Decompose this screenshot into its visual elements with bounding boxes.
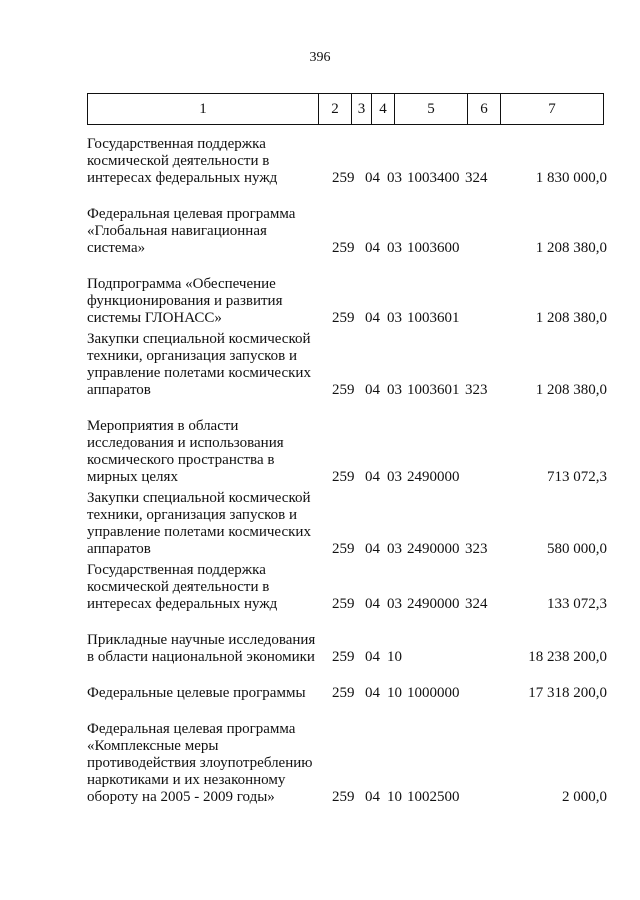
header-col-5: 5 — [395, 94, 468, 125]
row-amount: 1 208 380,0 — [535, 310, 607, 326]
row-code-subsection: 03 — [387, 310, 402, 326]
row-code-target: 1003601 — [407, 310, 460, 326]
row-code-expense: 323 — [465, 541, 488, 557]
row-code-section: 04 — [365, 541, 380, 557]
row-code-target: 1000000 — [407, 685, 460, 701]
row-code-section: 04 — [365, 170, 380, 186]
row-code-expense — [465, 257, 499, 327]
table-header — [87, 93, 604, 125]
table-row — [87, 702, 607, 806]
header-col-6: 6 — [468, 94, 501, 125]
row-code-ministry: 259 — [332, 382, 355, 398]
header-col-7: 7 — [501, 94, 604, 125]
row-code-ministry: 259 — [332, 240, 355, 256]
row-code-section: 04 — [365, 310, 380, 326]
row-amount: 18 238 200,0 — [528, 649, 607, 665]
row-code-ministry: 259 — [332, 310, 355, 326]
header-col-2: 2 — [319, 94, 352, 125]
row-name: Федеральная целевая программа «Комплексные меры противодействия злоупотреблению наркотиками и их незаконному обороту на 2005 - 2009 годы» — [87, 721, 313, 805]
header-col-3: 3 — [352, 94, 372, 125]
row-amount: 133 072,3 — [547, 596, 607, 612]
row-name: Закупки специальной космической техники, организация запусков и управление полетами космических аппаратов — [87, 331, 311, 398]
table-row — [87, 399, 607, 486]
row-code-section: 04 — [365, 596, 380, 612]
row-code-ministry: 259 — [332, 596, 355, 612]
row-code-ministry: 259 — [332, 469, 355, 485]
row-code-section: 04 — [365, 649, 380, 665]
row-code-target — [407, 613, 465, 666]
row-code-ministry: 259 — [332, 685, 355, 701]
table-row — [87, 558, 607, 613]
row-code-ministry: 259 — [332, 541, 355, 557]
row-name: Подпрограмма «Обеспечение функционирования и развития системы ГЛОНАСС» — [87, 276, 283, 326]
row-code-section: 04 — [365, 685, 380, 701]
row-code-expense — [465, 187, 499, 257]
row-code-target: 2490000 — [407, 541, 460, 557]
row-code-expense: 324 — [465, 596, 488, 612]
row-code-expense — [465, 666, 499, 702]
row-code-expense — [465, 702, 499, 806]
row-code-expense: 323 — [465, 382, 488, 398]
row-amount: 17 318 200,0 — [528, 685, 607, 701]
row-code-target: 1003601 — [407, 382, 460, 398]
row-code-subsection: 03 — [387, 541, 402, 557]
row-code-expense — [465, 613, 499, 666]
row-name: Государственная поддержка космической деятельности в интересах федеральных нужд — [87, 136, 278, 186]
row-code-section: 04 — [365, 240, 380, 256]
row-code-ministry: 259 — [332, 170, 355, 186]
row-name: Мероприятия в области исследования и использования космического пространства в мирных целях — [87, 418, 284, 485]
table-row — [87, 257, 607, 327]
row-code-target: 2490000 — [407, 469, 460, 485]
row-code-subsection: 03 — [387, 240, 402, 256]
row-code-subsection: 03 — [387, 382, 402, 398]
table-row — [87, 613, 607, 666]
row-code-target: 1002500 — [407, 789, 460, 805]
table-row — [87, 187, 607, 257]
row-code-target: 1003400 — [407, 170, 460, 186]
row-code-target: 2490000 — [407, 596, 460, 612]
table-row — [87, 136, 607, 187]
row-amount: 580 000,0 — [547, 541, 607, 557]
row-code-section: 04 — [365, 382, 380, 398]
row-code-subsection: 03 — [387, 170, 402, 186]
page-number: 396 — [309, 50, 331, 65]
row-code-subsection: 03 — [387, 469, 402, 485]
budget-table — [87, 136, 607, 806]
row-code-subsection: 10 — [387, 789, 402, 805]
row-code-subsection: 10 — [387, 649, 402, 665]
row-amount: 2 000,0 — [562, 789, 607, 805]
row-code-target: 1003600 — [407, 240, 460, 256]
row-code-expense — [465, 399, 499, 486]
row-code-subsection: 10 — [387, 685, 402, 701]
row-name: Государственная поддержка космической деятельности в интересах федеральных нужд — [87, 562, 278, 612]
row-code-section: 04 — [365, 469, 380, 485]
row-amount: 1 208 380,0 — [535, 240, 607, 256]
row-code-expense: 324 — [465, 170, 488, 186]
row-code-ministry: 259 — [332, 789, 355, 805]
header-col-4: 4 — [372, 94, 395, 125]
row-code-section: 04 — [365, 789, 380, 805]
row-code-ministry: 259 — [332, 649, 355, 665]
table-row — [87, 666, 607, 702]
row-amount: 1 830 000,0 — [535, 170, 607, 186]
table-row — [87, 486, 607, 558]
row-name: Федеральная целевая программа «Глобальная навигационная система» — [87, 206, 296, 256]
header-row — [88, 94, 604, 125]
row-name: Закупки специальной космической техники, организация запусков и управление полетами космических аппаратов — [87, 490, 311, 557]
table-row — [87, 327, 607, 399]
row-name: Прикладные научные исследования в области национальной экономики — [87, 632, 316, 665]
header-col-1: 1 — [88, 94, 319, 125]
row-code-subsection: 03 — [387, 596, 402, 612]
row-amount: 713 072,3 — [547, 469, 607, 485]
row-amount: 1 208 380,0 — [535, 382, 607, 398]
row-name: Федеральные целевые программы — [87, 685, 306, 701]
